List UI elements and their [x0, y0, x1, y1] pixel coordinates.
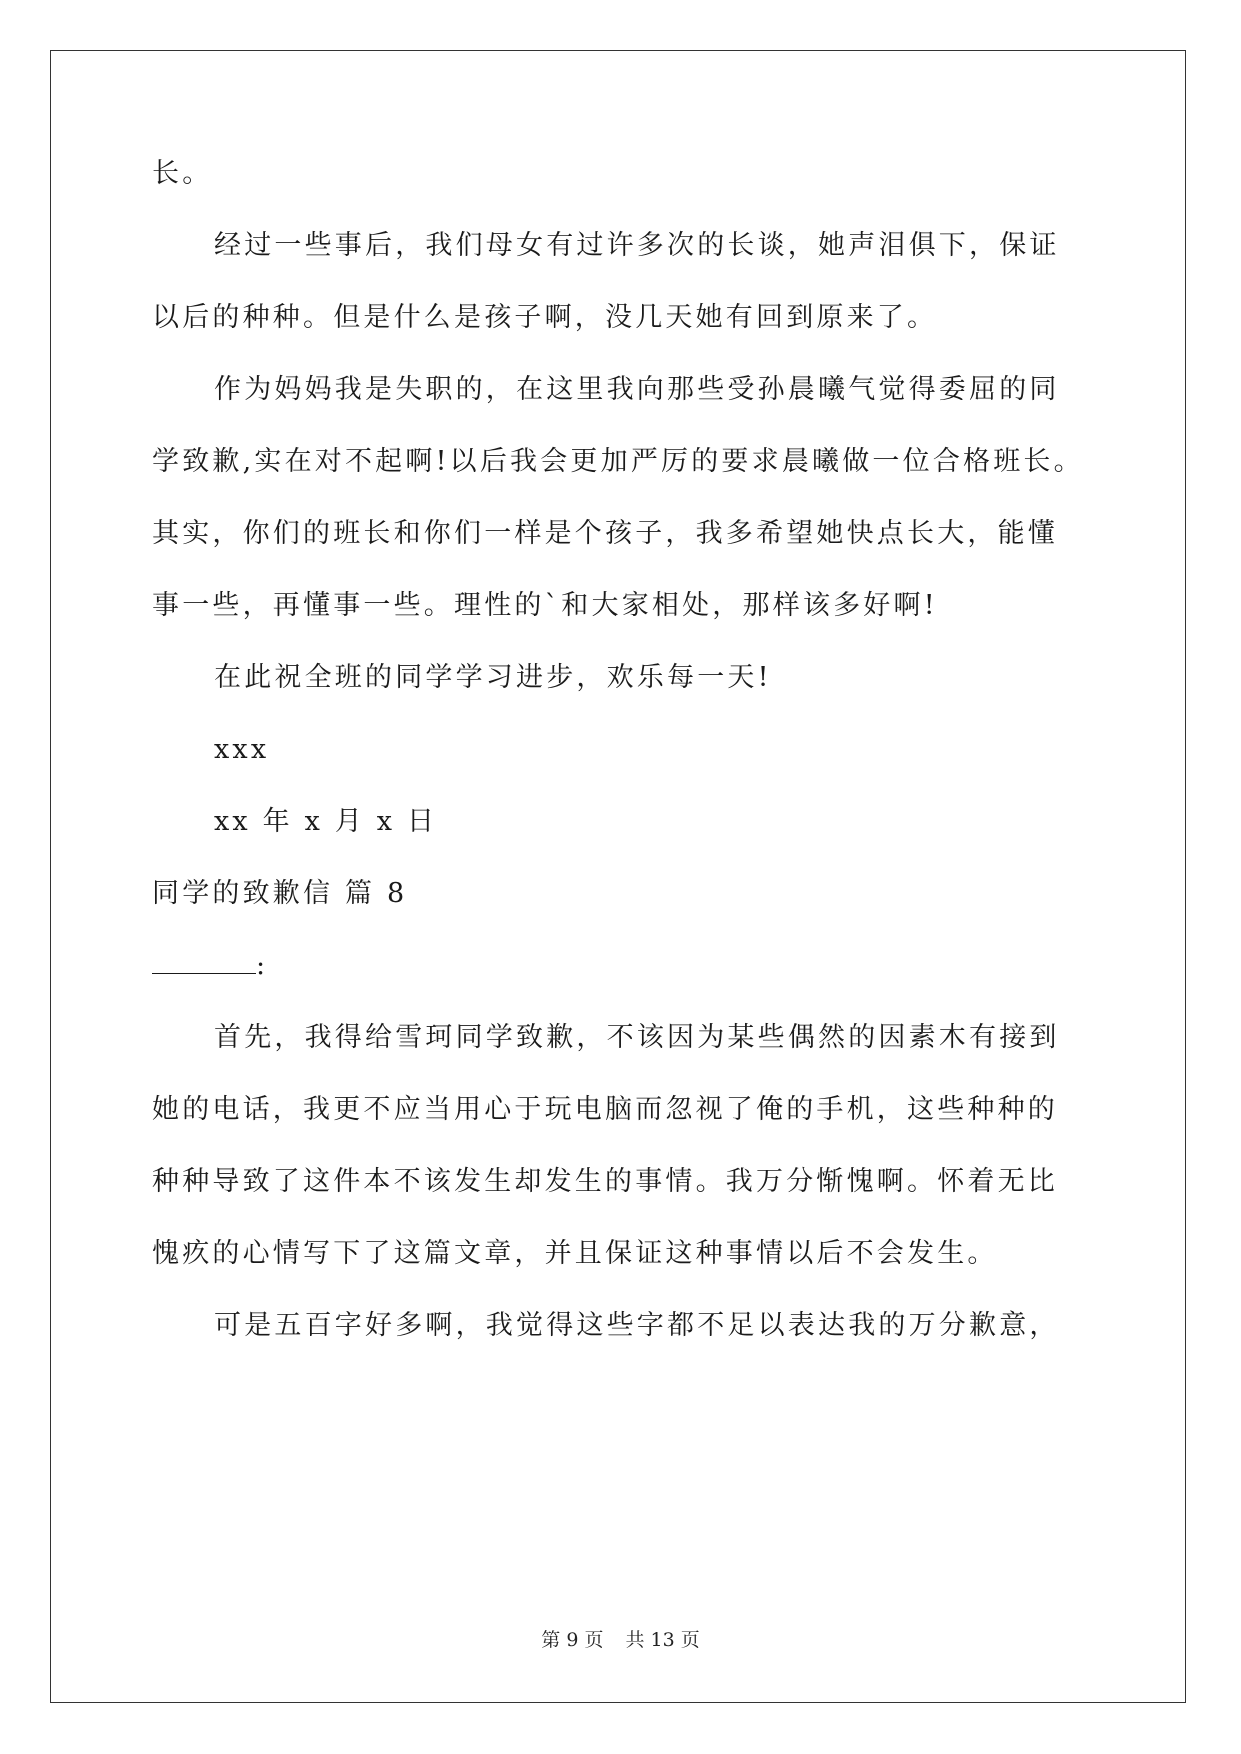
paragraph-line: 学致歉,实在对不起啊!以后我会更加严厉的要求晨曦做一位合格班长。: [152, 446, 1084, 477]
page-footer: [0, 1625, 1241, 1652]
paragraph-line: 以后的种种。但是什么是孩子啊，没几天她有回到原来了。: [152, 302, 938, 333]
page-total: 共 13 页: [625, 1629, 700, 1651]
paragraph-line: 可是五百字好多啊，我觉得这些字都不足以表达我的万分歉意，: [214, 1310, 1060, 1341]
page-number: 第 9 页: [541, 1629, 604, 1651]
signature-date: xx 年 x 月 x 日: [214, 806, 438, 837]
paragraph-line: 经过一些事后，我们母女有过许多次的长谈，她声泪俱下，保证: [214, 230, 1060, 261]
paragraph-line: 愧疚的心情写下了这篇文章，并且保证这种事情以后不会发生。: [152, 1238, 998, 1269]
paragraph-line: 种种导致了这件本不该发生却发生的事情。我万分惭愧啊。怀着无比: [152, 1166, 1058, 1197]
paragraph-line: 在此祝全班的同学学习进步，欢乐每一天!: [214, 662, 772, 693]
paragraph-line: 长。: [152, 158, 213, 189]
paragraph-line: 首先，我得给雪珂同学致歉，不该因为某些偶然的因素木有接到: [214, 1022, 1060, 1053]
fill-in-blank: [152, 947, 256, 974]
salutation-colon: :: [256, 950, 266, 981]
salutation-blank: [152, 946, 265, 986]
section-heading: 同学的致歉信 篇 8: [152, 878, 408, 909]
signature-name: xxx: [214, 734, 270, 765]
paragraph-line: 事一些，再懂事一些。理性的`和大家相处，那样该多好啊!: [152, 590, 938, 621]
paragraph-line: 她的电话，我更不应当用心于玩电脑而忽视了俺的手机，这些种种的: [152, 1094, 1058, 1125]
paragraph-line: 作为妈妈我是失职的，在这里我向那些受孙晨曦气觉得委屈的同: [214, 374, 1060, 405]
paragraph-line: 其实，你们的班长和你们一样是个孩子，我多希望她快点长大，能懂: [152, 518, 1058, 549]
